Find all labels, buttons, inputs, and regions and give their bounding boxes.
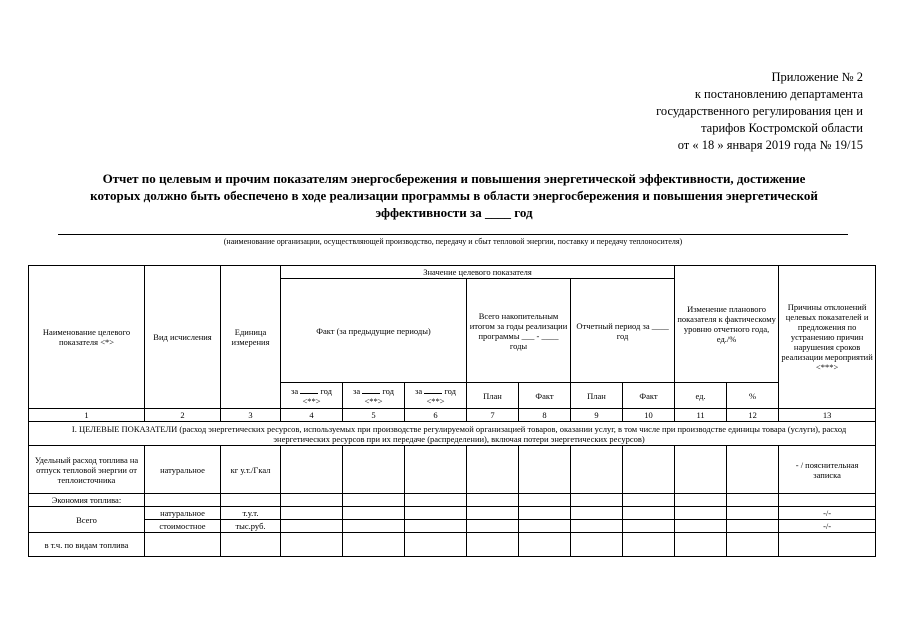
organization-caption: (наименование организации, осуществляющей производство, передачу и сбыт тепловой энергии, поставку и передачу теплоносителя) xyxy=(223,237,683,246)
value-cell[interactable] xyxy=(467,494,519,507)
column-number: 12 xyxy=(727,409,779,422)
value-cell[interactable] xyxy=(467,507,519,520)
row-calc-type: натуральное xyxy=(145,507,221,520)
organization-name-line[interactable] xyxy=(58,234,848,235)
year-suffix: год xyxy=(444,386,456,396)
value-cell[interactable] xyxy=(675,507,727,520)
column-number: 3 xyxy=(221,409,281,422)
value-cell[interactable] xyxy=(779,533,876,557)
indicators-table xyxy=(28,265,876,557)
header-plan: План xyxy=(571,383,623,409)
header-change: Изменение планового показателя к фактическому уровню отчетного года, ед./% xyxy=(675,266,779,383)
table-row xyxy=(29,507,876,520)
value-cell[interactable] xyxy=(467,520,519,533)
header-calc-type: Вид исчисления xyxy=(145,266,221,409)
column-number: 1 xyxy=(29,409,145,422)
appendix-line: Приложение № 2 xyxy=(771,70,863,84)
value-cell[interactable] xyxy=(727,494,779,507)
column-number: 6 xyxy=(405,409,467,422)
report-title-line: которых должно быть обеспечено в ходе реализации программы в области энергосбережения и повышения энергетической xyxy=(90,188,818,203)
value-cell[interactable] xyxy=(281,520,343,533)
header-fact: Факт xyxy=(519,383,571,409)
value-cell[interactable] xyxy=(281,507,343,520)
row-reason: -/- xyxy=(779,520,876,533)
section-title: I. ЦЕЛЕВЫЕ ПОКАЗАТЕЛИ (расход энергетических ресурсов, используемых при производстве регулируемой организацией товаров, оказании услуг, в том числе при производстве единицы товара (услуги), расход энергетических ресурсов при их передаче (распределении), включая потери энергетических ресурсов) xyxy=(29,422,876,446)
header-plan: План xyxy=(467,383,519,409)
value-cell[interactable] xyxy=(145,494,221,507)
year-note: <**> xyxy=(364,396,383,406)
header-year-1 xyxy=(281,383,343,409)
row-calc-type: натуральное xyxy=(145,446,221,494)
value-cell[interactable] xyxy=(675,520,727,533)
value-cell[interactable] xyxy=(145,533,221,557)
year-blank[interactable] xyxy=(424,385,442,394)
header-fact: Факт xyxy=(623,383,675,409)
row-by-fuel-type: в т.ч. по видам топлива xyxy=(29,533,145,557)
appendix-line: к постановлению департамента xyxy=(694,87,863,101)
header-year-3 xyxy=(405,383,467,409)
value-cell[interactable] xyxy=(571,494,623,507)
value-cell[interactable] xyxy=(519,507,571,520)
column-number: 8 xyxy=(519,409,571,422)
value-cell[interactable] xyxy=(623,533,675,557)
row-indicator-name: Удельный расход топлива на отпуск тепловой энергии от теплоисточника xyxy=(29,446,145,494)
year-suffix: год xyxy=(320,386,332,396)
header-year-2 xyxy=(343,383,405,409)
appendix-line: от « 18 » января 2019 года № 19/15 xyxy=(677,138,863,152)
value-cell[interactable] xyxy=(405,507,467,520)
report-title-line: эффективности за ____ год xyxy=(375,205,533,220)
value-cell[interactable] xyxy=(675,446,727,494)
value-cell[interactable] xyxy=(779,494,876,507)
value-cell[interactable] xyxy=(519,520,571,533)
row-total: Всего xyxy=(29,507,145,533)
year-prefix: за xyxy=(291,386,299,396)
header-indicator-name: Наименование целевого показателя <*> xyxy=(29,266,145,409)
section-row xyxy=(29,422,876,446)
appendix-header xyxy=(656,69,863,154)
table-row xyxy=(29,520,876,533)
table-row xyxy=(29,446,876,494)
year-blank[interactable] xyxy=(362,385,380,394)
header-units: ед. xyxy=(675,383,727,409)
value-cell[interactable] xyxy=(221,533,281,557)
value-cell[interactable] xyxy=(623,446,675,494)
value-cell[interactable] xyxy=(343,507,405,520)
year-prefix: за xyxy=(415,386,423,396)
year-blank[interactable] xyxy=(300,385,318,394)
header-cumulative: Всего накопительным итогом за годы реализации программы ___ - ____ годы xyxy=(467,279,571,383)
value-cell[interactable] xyxy=(623,494,675,507)
value-cell[interactable] xyxy=(727,507,779,520)
row-unit: т.у.т. xyxy=(221,507,281,520)
report-title-line: Отчет по целевым и прочим показателям энергосбережения и повышения энергетической эффективности, достижение xyxy=(102,171,806,186)
column-numbers-row xyxy=(29,409,876,422)
value-cell[interactable] xyxy=(405,494,467,507)
column-number: 10 xyxy=(623,409,675,422)
year-note: <**> xyxy=(302,396,321,406)
value-cell[interactable] xyxy=(343,446,405,494)
report-title xyxy=(20,170,888,221)
column-number: 4 xyxy=(281,409,343,422)
value-cell[interactable] xyxy=(343,520,405,533)
row-reason: - / пояснительная записка xyxy=(779,446,876,494)
value-cell[interactable] xyxy=(281,446,343,494)
value-cell[interactable] xyxy=(675,494,727,507)
appendix-line: государственного регулирования цен и xyxy=(656,104,863,118)
year-prefix: за xyxy=(353,386,361,396)
column-number: 5 xyxy=(343,409,405,422)
value-cell[interactable] xyxy=(467,446,519,494)
table-row xyxy=(29,533,876,557)
column-number: 2 xyxy=(145,409,221,422)
value-cell[interactable] xyxy=(727,520,779,533)
value-cell[interactable] xyxy=(405,533,467,557)
value-cell[interactable] xyxy=(281,533,343,557)
header-percent: % xyxy=(727,383,779,409)
value-cell[interactable] xyxy=(727,446,779,494)
year-suffix: год xyxy=(382,386,394,396)
value-cell[interactable] xyxy=(623,520,675,533)
header-fact-previous: Факт (за предыдущие периоды) xyxy=(281,279,467,383)
value-cell[interactable] xyxy=(623,507,675,520)
value-cell[interactable] xyxy=(727,533,779,557)
header-reasons: Причины отклонений целевых показателей и предложения по устранению причин нарушения сроков реализации мероприятий <***> xyxy=(779,266,876,409)
year-note: <**> xyxy=(426,396,445,406)
row-fuel-economy: Экономия топлива: xyxy=(29,494,145,507)
appendix-line: тарифов Костромской области xyxy=(701,121,863,135)
value-cell[interactable] xyxy=(343,533,405,557)
value-cell[interactable] xyxy=(221,494,281,507)
value-cell[interactable] xyxy=(675,533,727,557)
value-cell[interactable] xyxy=(571,533,623,557)
row-reason: -/- xyxy=(779,507,876,520)
header-unit: Единица измерения xyxy=(221,266,281,409)
column-number: 9 xyxy=(571,409,623,422)
value-cell[interactable] xyxy=(519,494,571,507)
value-cell[interactable] xyxy=(519,446,571,494)
value-cell[interactable] xyxy=(519,533,571,557)
row-unit: тыс.руб. xyxy=(221,520,281,533)
row-calc-type: стоимостное xyxy=(145,520,221,533)
column-number: 13 xyxy=(779,409,876,422)
column-number: 11 xyxy=(675,409,727,422)
header-reporting-period: Отчетный период за ____ год xyxy=(571,279,675,383)
value-cell[interactable] xyxy=(405,446,467,494)
value-cell[interactable] xyxy=(467,533,519,557)
value-cell[interactable] xyxy=(571,507,623,520)
value-cell[interactable] xyxy=(405,520,467,533)
value-cell[interactable] xyxy=(571,446,623,494)
column-number: 7 xyxy=(467,409,519,422)
header-target-value: Значение целевого показателя xyxy=(281,266,675,279)
value-cell[interactable] xyxy=(343,494,405,507)
value-cell[interactable] xyxy=(571,520,623,533)
row-unit: кг у.т./Гкал xyxy=(221,446,281,494)
table-row xyxy=(29,494,876,507)
value-cell[interactable] xyxy=(281,494,343,507)
